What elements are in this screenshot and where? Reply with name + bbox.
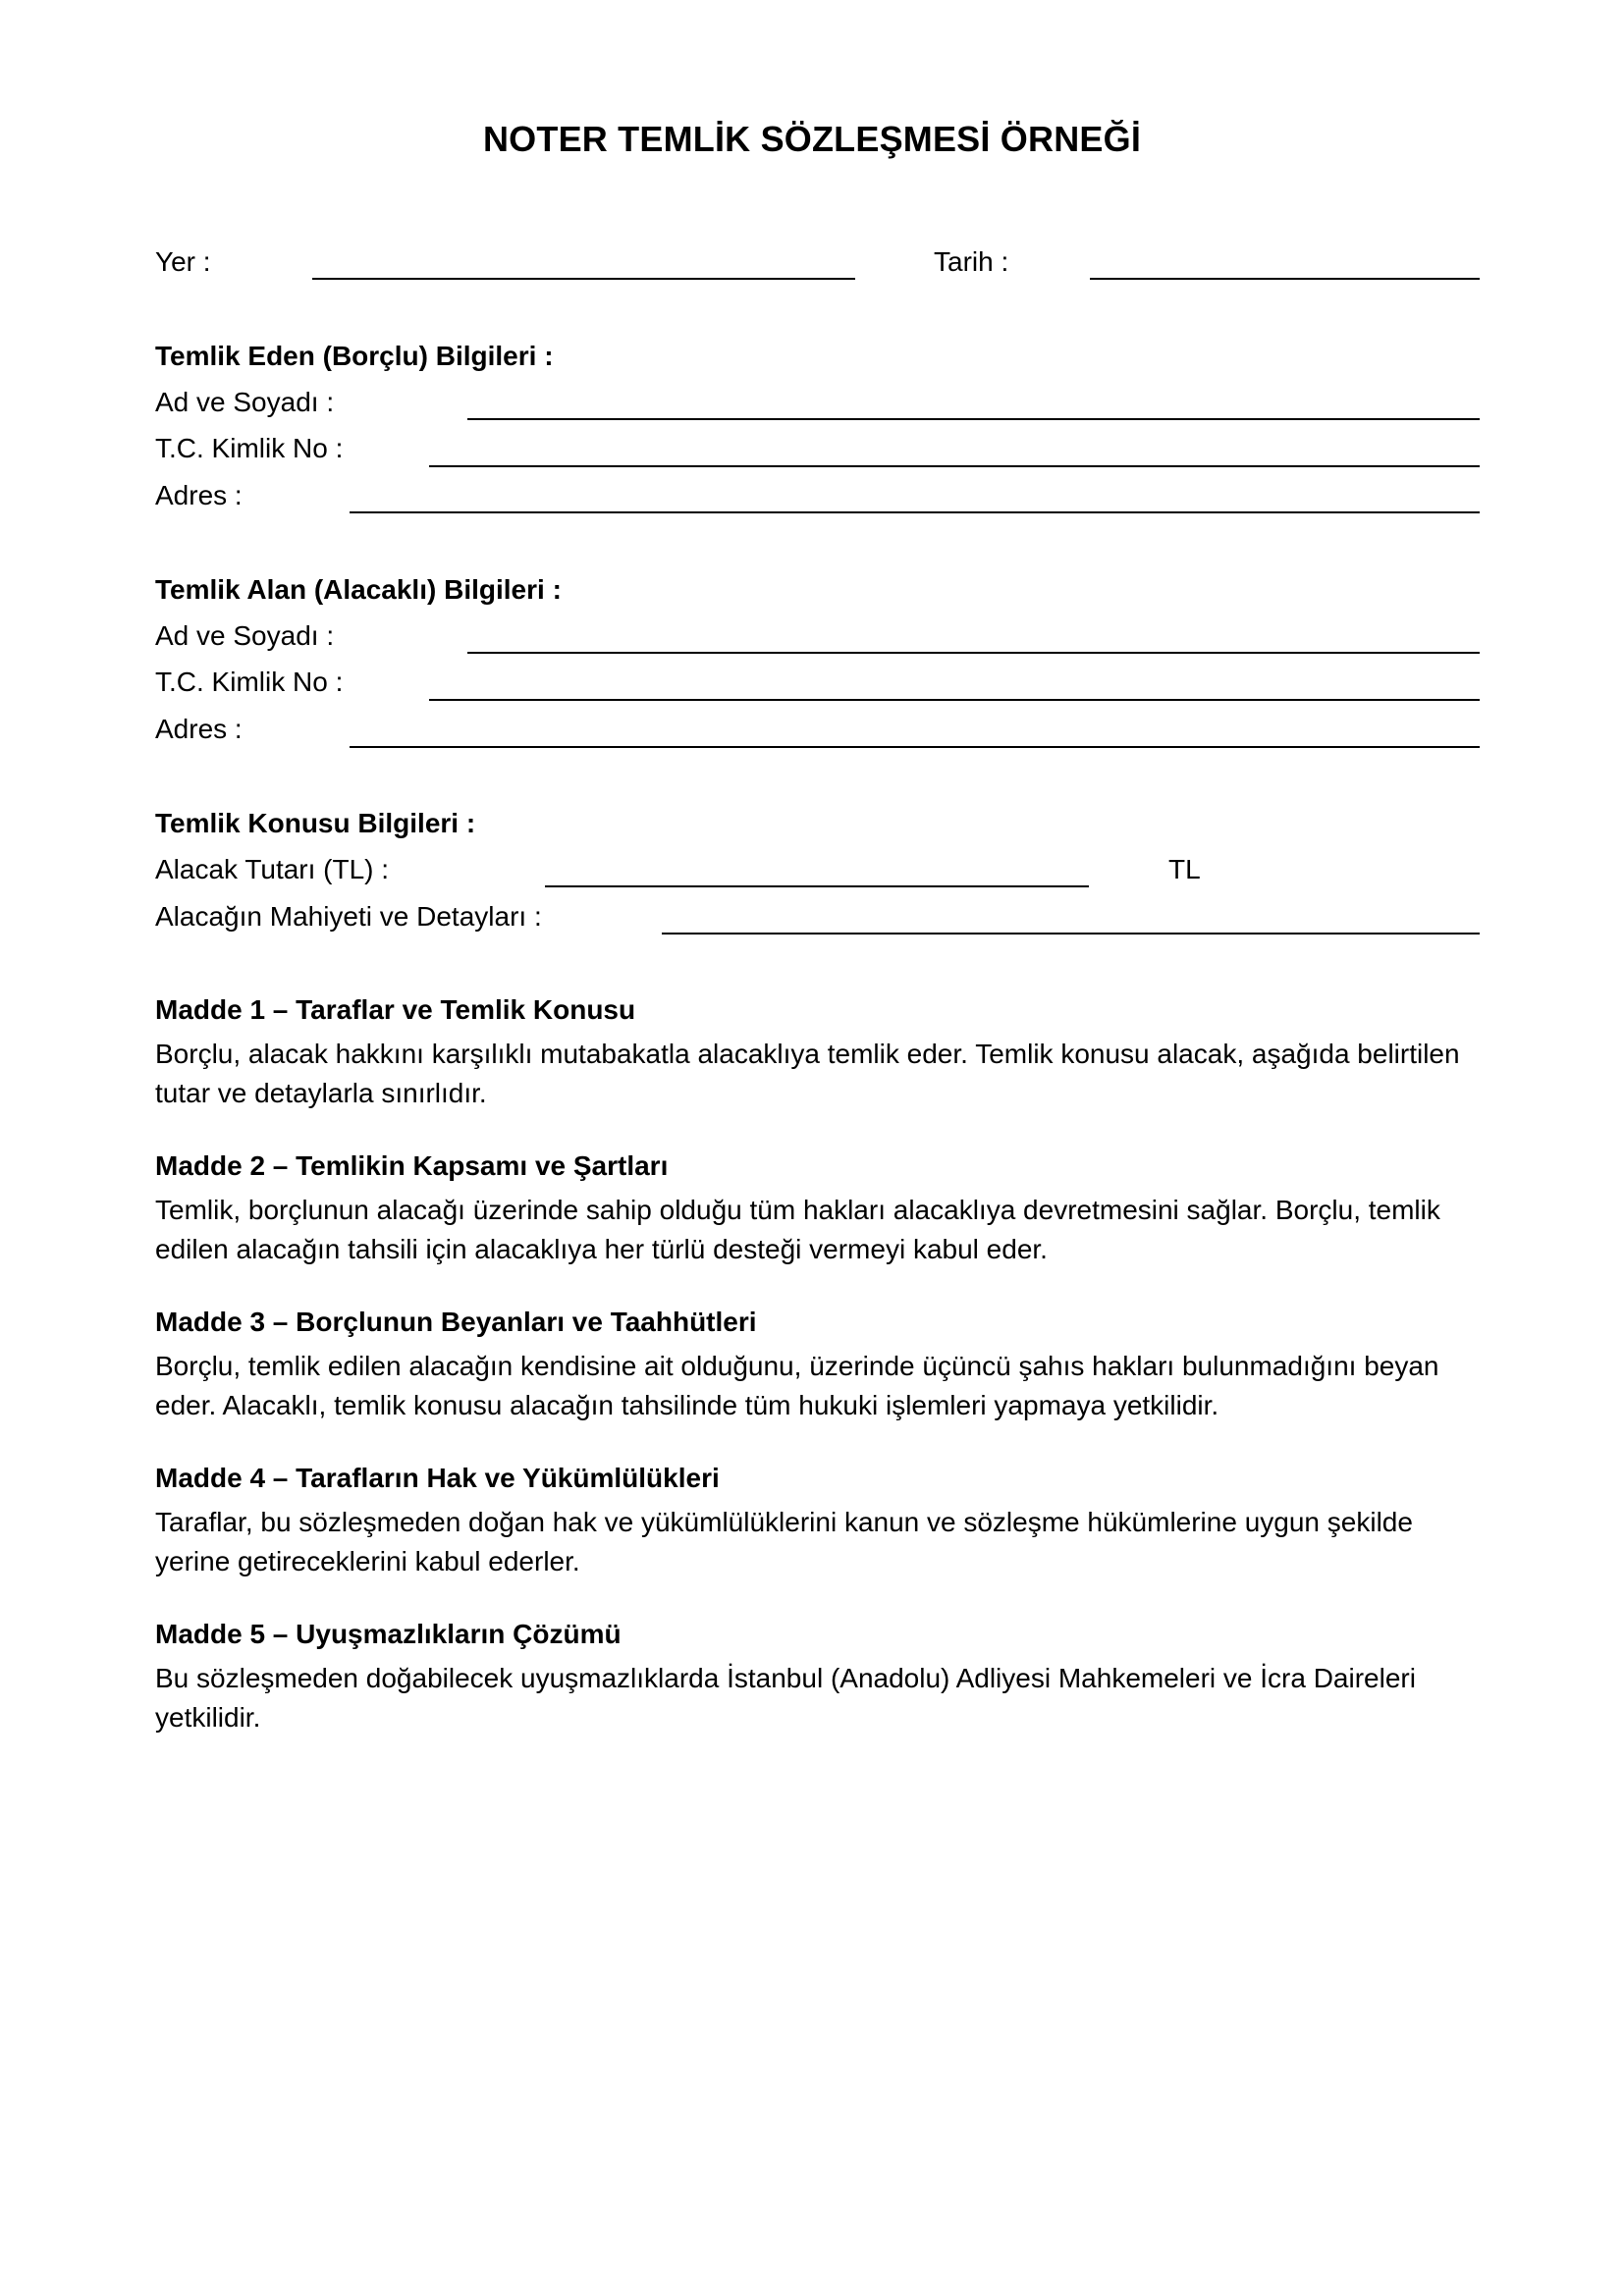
assignee-name-label: Ad ve Soyadı : xyxy=(155,620,335,651)
assignor-address-blank-line[interactable] xyxy=(350,511,1480,513)
currency-label: TL xyxy=(1168,854,1201,884)
details-blank-line[interactable] xyxy=(662,933,1480,934)
assignor-address-label: Adres : xyxy=(155,480,243,510)
document-title: NOTER TEMLİK SÖZLEŞMESİ ÖRNEĞİ xyxy=(482,119,1142,159)
assignee-address-blank-line[interactable] xyxy=(350,746,1480,748)
place-blank-line[interactable] xyxy=(312,278,855,280)
article-2-body: Temlik, borçlunun alacağı üzerinde sahip olduğu tüm hakları alacaklıya devretmesini sağlar. Borçlu, temlik edilen alacağın tahsili için alacaklıya her türlü desteği vermeyi kabul eder. xyxy=(155,1195,1440,1264)
assignor-id-label: T.C. Kimlik No : xyxy=(155,433,344,463)
article-5-body: Bu sözleşmeden doğabilecek uyuşmazlıklarda İstanbul (Anadolu) Adliyesi Mahkemeleri ve İcra Daireleri yetkilidir. xyxy=(155,1663,1416,1733)
article-1-heading: Madde 1 – Taraflar ve Temlik Konusu xyxy=(155,994,636,1025)
article-3-heading: Madde 3 – Borçlunun Beyanları ve Taahhütleri xyxy=(155,1307,757,1337)
date-label: Tarih : xyxy=(934,246,1009,277)
assignor-id-blank-line[interactable] xyxy=(429,465,1480,467)
assignee-id-label: T.C. Kimlik No : xyxy=(155,667,344,697)
assignee-heading: Temlik Alan (Alacaklı) Bilgileri : xyxy=(155,574,562,605)
assignor-name-label: Ad ve Soyadı : xyxy=(155,387,335,417)
date-blank-line[interactable] xyxy=(1090,278,1480,280)
article-1-body: Borçlu, alacak hakkını karşılıklı mutabakatla alacaklıya temlik eder. Temlik konusu alacak, aşağıda belirtilen tutar ve detaylarla sınırlıdır. xyxy=(155,1039,1460,1108)
assignor-heading: Temlik Eden (Borçlu) Bilgileri : xyxy=(155,341,554,371)
details-label: Alacağın Mahiyeti ve Detayları : xyxy=(155,901,542,932)
amount-label: Alacak Tutarı (TL) : xyxy=(155,854,390,884)
assignee-address-label: Adres : xyxy=(155,714,243,744)
article-3-body: Borçlu, temlik edilen alacağın kendisine ait olduğunu, üzerinde üçüncü şahıs hakları bulunmadığını beyan eder. Alacaklı, temlik konusu alacağın tahsilinde tüm hukuki işlemleri yapmaya yetkilidir. xyxy=(155,1351,1439,1420)
article-4-heading: Madde 4 – Tarafların Hak ve Yükümlülükleri xyxy=(155,1463,720,1493)
place-label: Yer : xyxy=(155,246,211,277)
assignee-name-blank-line[interactable] xyxy=(467,652,1480,654)
amount-blank-line[interactable] xyxy=(545,885,1089,887)
subject-heading: Temlik Konusu Bilgileri : xyxy=(155,808,476,838)
assignee-id-blank-line[interactable] xyxy=(429,699,1480,701)
article-5-heading: Madde 5 – Uyuşmazlıkların Çözümü xyxy=(155,1619,622,1649)
article-4-body: Taraflar, bu sözleşmeden doğan hak ve yükümlülüklerini kanun ve sözleşme hükümlerine uygun şekilde yerine getireceklerini kabul ederler. xyxy=(155,1507,1413,1576)
assignor-name-blank-line[interactable] xyxy=(467,418,1480,420)
article-2-heading: Madde 2 – Temlikin Kapsamı ve Şartları xyxy=(155,1150,669,1181)
